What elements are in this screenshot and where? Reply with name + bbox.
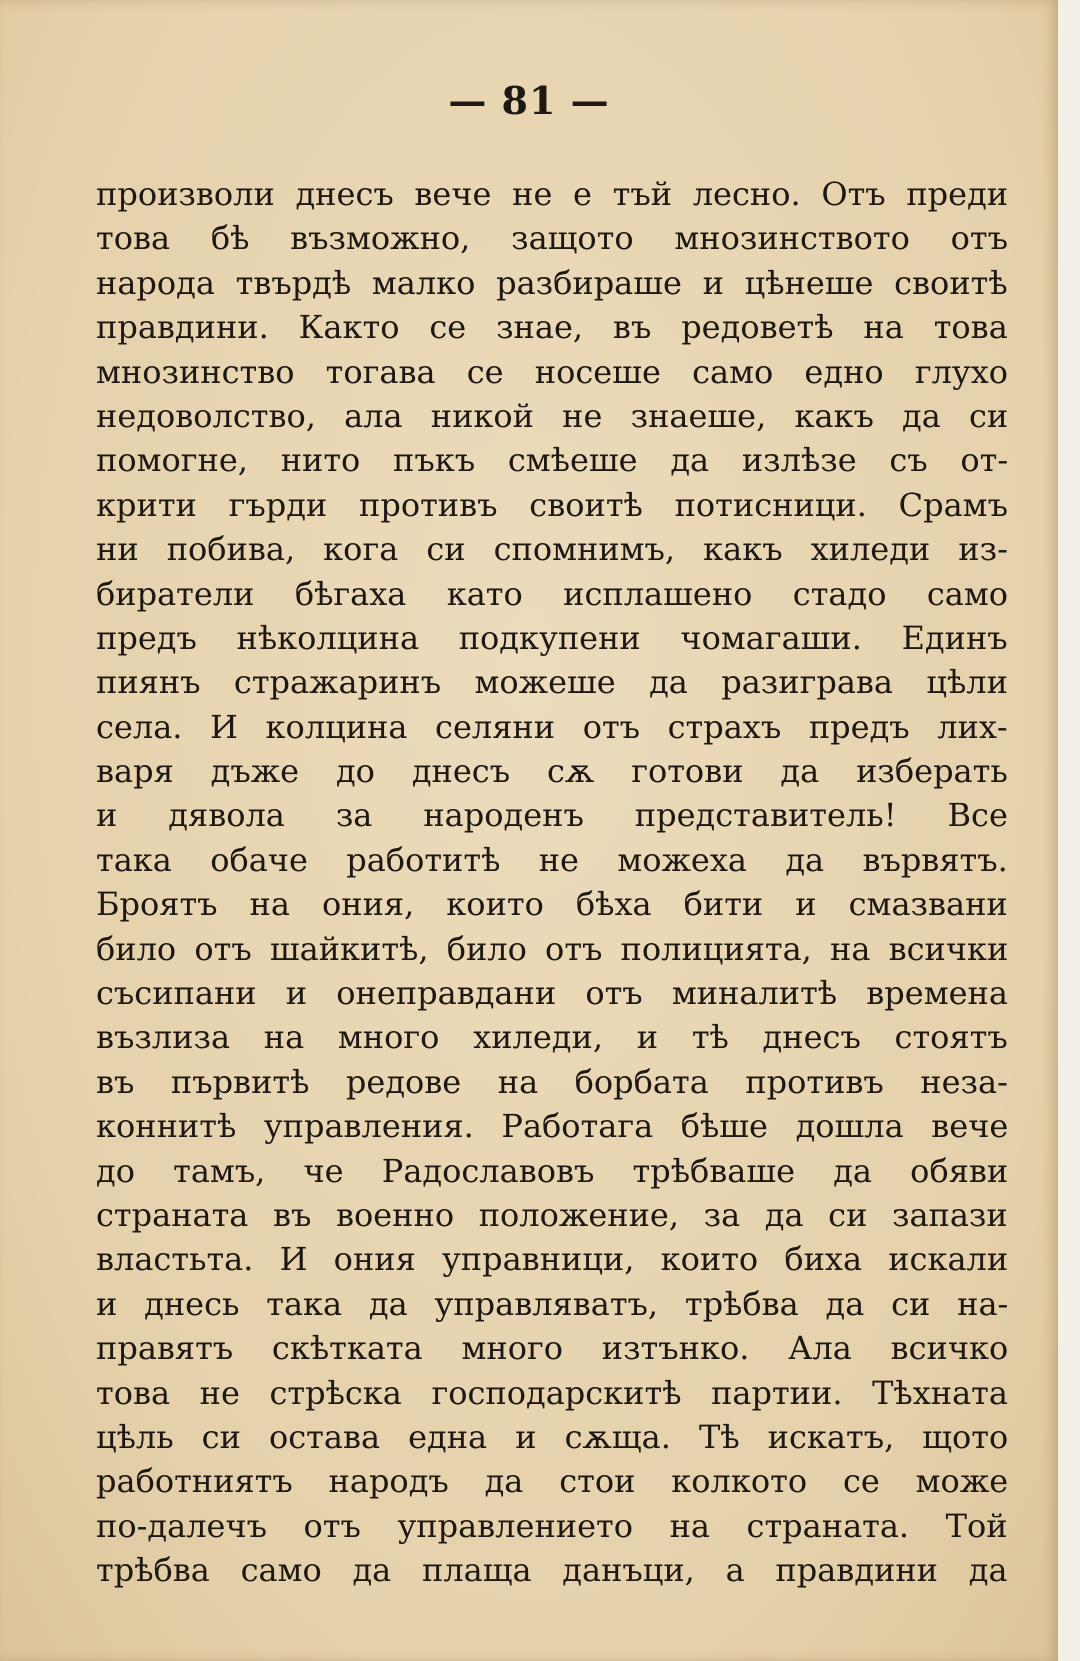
text-line: това не стрѣска господарскитѣ партии. Тѣхната <box>96 1373 1008 1412</box>
text-line: въ първитѣ редове на борбата противъ неза- <box>96 1062 1008 1101</box>
text-line: варя дъже до днесъ сѫ готови да изберать <box>96 752 1008 791</box>
text-line: цѣль си остава една и сѫща. Тѣ искатъ, щото <box>96 1417 1009 1456</box>
text-line: села. И колцина селяни отъ страхъ предъ лих- <box>96 707 1008 746</box>
text-line: до тамъ, че Радославовъ трѣбваше да обяви <box>96 1151 1009 1190</box>
text-line: предъ нѣколцина подкупени чомагаши. Единъ <box>96 618 1008 657</box>
text-line: възлиза на много хиледи, и тѣ днесъ стоятъ <box>96 1018 1008 1057</box>
text-line: ни побива, кога си спомнимъ, какъ хиледи из- <box>96 530 1008 569</box>
text-line: това бѣ възможно, защото мнозинството отъ <box>96 219 1008 258</box>
page-number: — 81 — <box>448 78 610 123</box>
text-line: правдини. Както се знае, въ редоветѣ на това <box>96 308 1008 347</box>
text-line: така обаче работитѣ не можеха да вървятъ. <box>96 840 1008 879</box>
page-body-text <box>96 172 1008 1593</box>
text-line: мнозинство тогава се носеше само едно глухо <box>96 352 1009 391</box>
text-line: съсипани и онеправдани отъ миналитѣ времена <box>96 974 1008 1013</box>
text-line: трѣбва само да плаща данъци, а правдини да <box>96 1551 1008 1590</box>
text-line: било отъ шайкитѣ, било отъ полицията, на всички <box>96 929 1009 968</box>
scan-margin <box>1058 0 1080 1661</box>
text-line: по-далечъ отъ управлението на страната. Той <box>96 1506 1008 1545</box>
text-line: и дявола за народенъ представитель! Все <box>96 796 1008 835</box>
text-line: крити гърди противъ своитѣ потисници. Срамъ <box>96 485 1008 524</box>
text-line: правятъ скѣтката много изтънко. Ала всичко <box>96 1329 1009 1368</box>
text-line: помогне, нито пъкъ смѣеше да излѣзе съ от- <box>96 441 1009 480</box>
text-line: произволи днесъ вече не е тъй лесно. Отъ преди <box>96 175 1009 213</box>
text-line: и днесь така да управляватъ, трѣбва да си на- <box>96 1284 1009 1323</box>
text-line: коннитѣ управления. Работага бѣше дошла вече <box>96 1107 1009 1146</box>
text-line: работниятъ народъ да стои колкото се може <box>96 1462 1009 1501</box>
text-line: недоволство, ала никой не знаеше, какъ да си <box>96 396 1009 435</box>
text-line: биратели бѣгаха като исплашено стадо само <box>96 574 1008 613</box>
text-line: пиянъ стражаринъ можеше да разиграва цѣли <box>96 663 1008 702</box>
text-line: страната въ военно положение, за да си запази <box>96 1195 1008 1234</box>
text-line: властьта. И ония управници, които биха искали <box>96 1240 1009 1279</box>
text-line: народа твърдѣ малко разбираше и цѣнеше своитѣ <box>96 263 1008 302</box>
text-line: Броятъ на ония, които бѣха бити и смазвани <box>96 885 1008 924</box>
